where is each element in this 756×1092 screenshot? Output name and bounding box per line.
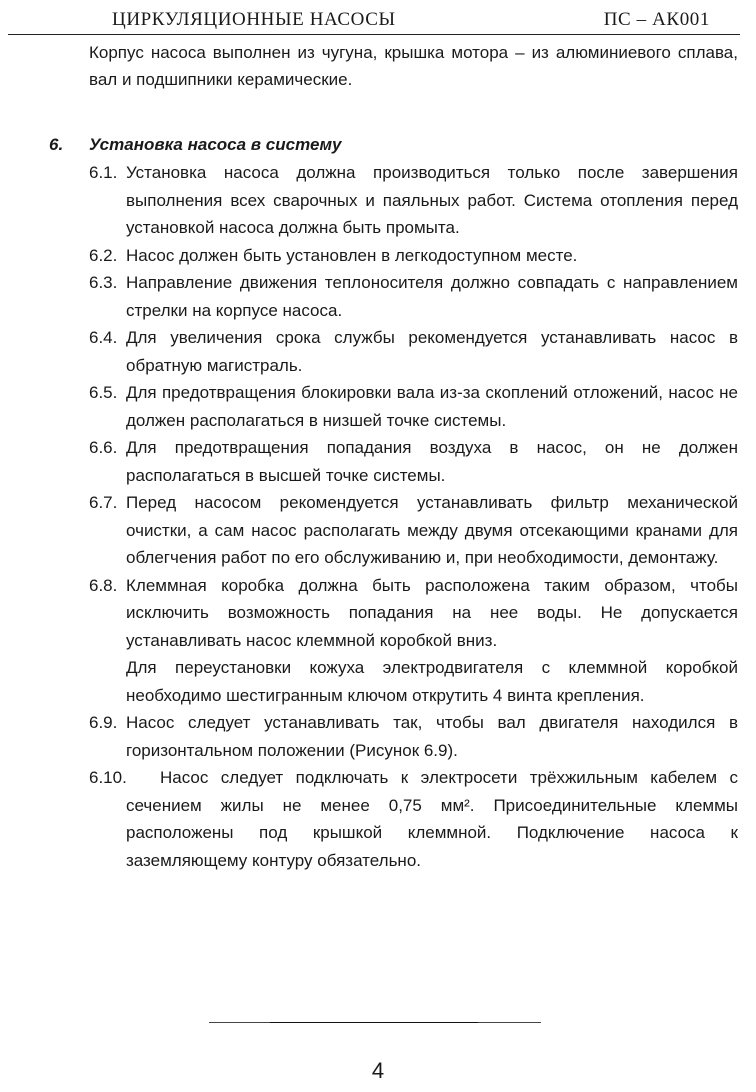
- item-number: 6.6.: [89, 438, 118, 457]
- list-item-6-6: [89, 434, 738, 489]
- intro-paragraph: Корпус насоса выполнен из чугуна, крышка мотора – из алюминиевого сплава, вал и подшипники керамические.: [89, 43, 738, 89]
- list-item-6-2: [89, 242, 738, 270]
- item-number: 6.7.: [89, 493, 118, 512]
- list-item-6-3: [89, 269, 738, 324]
- item-text: Насос должен быть установлен в легкодоступном месте.: [126, 245, 578, 265]
- item-text: Перед насосом рекомендуется устанавливать фильтр механической очистки, а сам насос располагать между двумя отсекающими кранами для облегчения работ по его обслуживанию и, при необходимости, демонтажу.: [126, 493, 738, 567]
- item-number: 6.1.: [89, 163, 118, 182]
- list-item-6-8: [89, 572, 738, 710]
- section-title: Установка насоса в систему: [89, 135, 342, 154]
- list-item-6-4: [89, 324, 738, 379]
- item-number: 6.10.: [89, 768, 127, 787]
- item-text: Для предотвращения попадания воздуха в насос, он не должен располагаться в высшей точке системы.: [126, 438, 738, 485]
- list-item-6-7: [89, 489, 738, 572]
- list-item-6-9: [89, 709, 738, 764]
- instruction-list: [89, 159, 738, 874]
- section-number: 6.: [49, 135, 64, 154]
- item-text: Для увеличения срока службы рекомендуется устанавливать насос в обратную магистраль.: [126, 328, 738, 375]
- document-code: ПС – АК001: [603, 9, 710, 30]
- item-text: Установка насоса должна производиться только после завершения выполнения всех сварочных и паяльных работ. Система отопления перед установкой насоса должна быть промыта.: [126, 163, 738, 237]
- item-number: 6.5.: [89, 383, 118, 402]
- item-text: Насос следует устанавливать так, чтобы вал двигателя находился в горизонтальном положении (Рисунок 6.9).: [126, 713, 738, 760]
- header-title: ЦИРКУЛЯЦИОННЫЕ НАСОСЫ: [112, 9, 396, 30]
- item-text: Для предотвращения блокировки вала из-за скоплений отложений, насос не должен располагаться в низшей точке системы.: [126, 383, 738, 430]
- item-number: 6.9.: [89, 713, 118, 732]
- list-item-6-10: [89, 764, 738, 874]
- item-number: 6.4.: [89, 328, 118, 347]
- item-text: Насос следует подключать к электросети трёхжильным кабелем с сечением жилы не менее 0,75 мм². Присоединительные клеммы расположены под крышкой клеммной. Подключение насоса к заземляющему контуру обязательно.: [126, 768, 738, 870]
- section-heading: [49, 134, 341, 156]
- item-number: 6.3.: [89, 273, 118, 292]
- list-item-6-5: [89, 379, 738, 434]
- item-text: Клеммная коробка должна быть расположена таким образом, чтобы исключить возможность попадания на нее воды. Не допускается устанавливать насос клеммной коробкой вниз.: [126, 575, 738, 650]
- item-text: Направление движения теплоносителя должно совпадать с направлением стрелки на корпусе насоса.: [126, 273, 738, 320]
- item-extra-text: Для переустановки кожуха электродвигателя с клеммной коробкой необходимо шестигранным ключом открутить 4 винта крепления.: [126, 658, 738, 705]
- page-number: 4: [371, 1058, 385, 1083]
- item-number: 6.2.: [89, 245, 118, 265]
- list-item-6-1: [89, 159, 738, 242]
- page-header: [8, 8, 740, 35]
- footer-divider-accent: [270, 1022, 478, 1023]
- item-number: 6.8.: [89, 575, 118, 595]
